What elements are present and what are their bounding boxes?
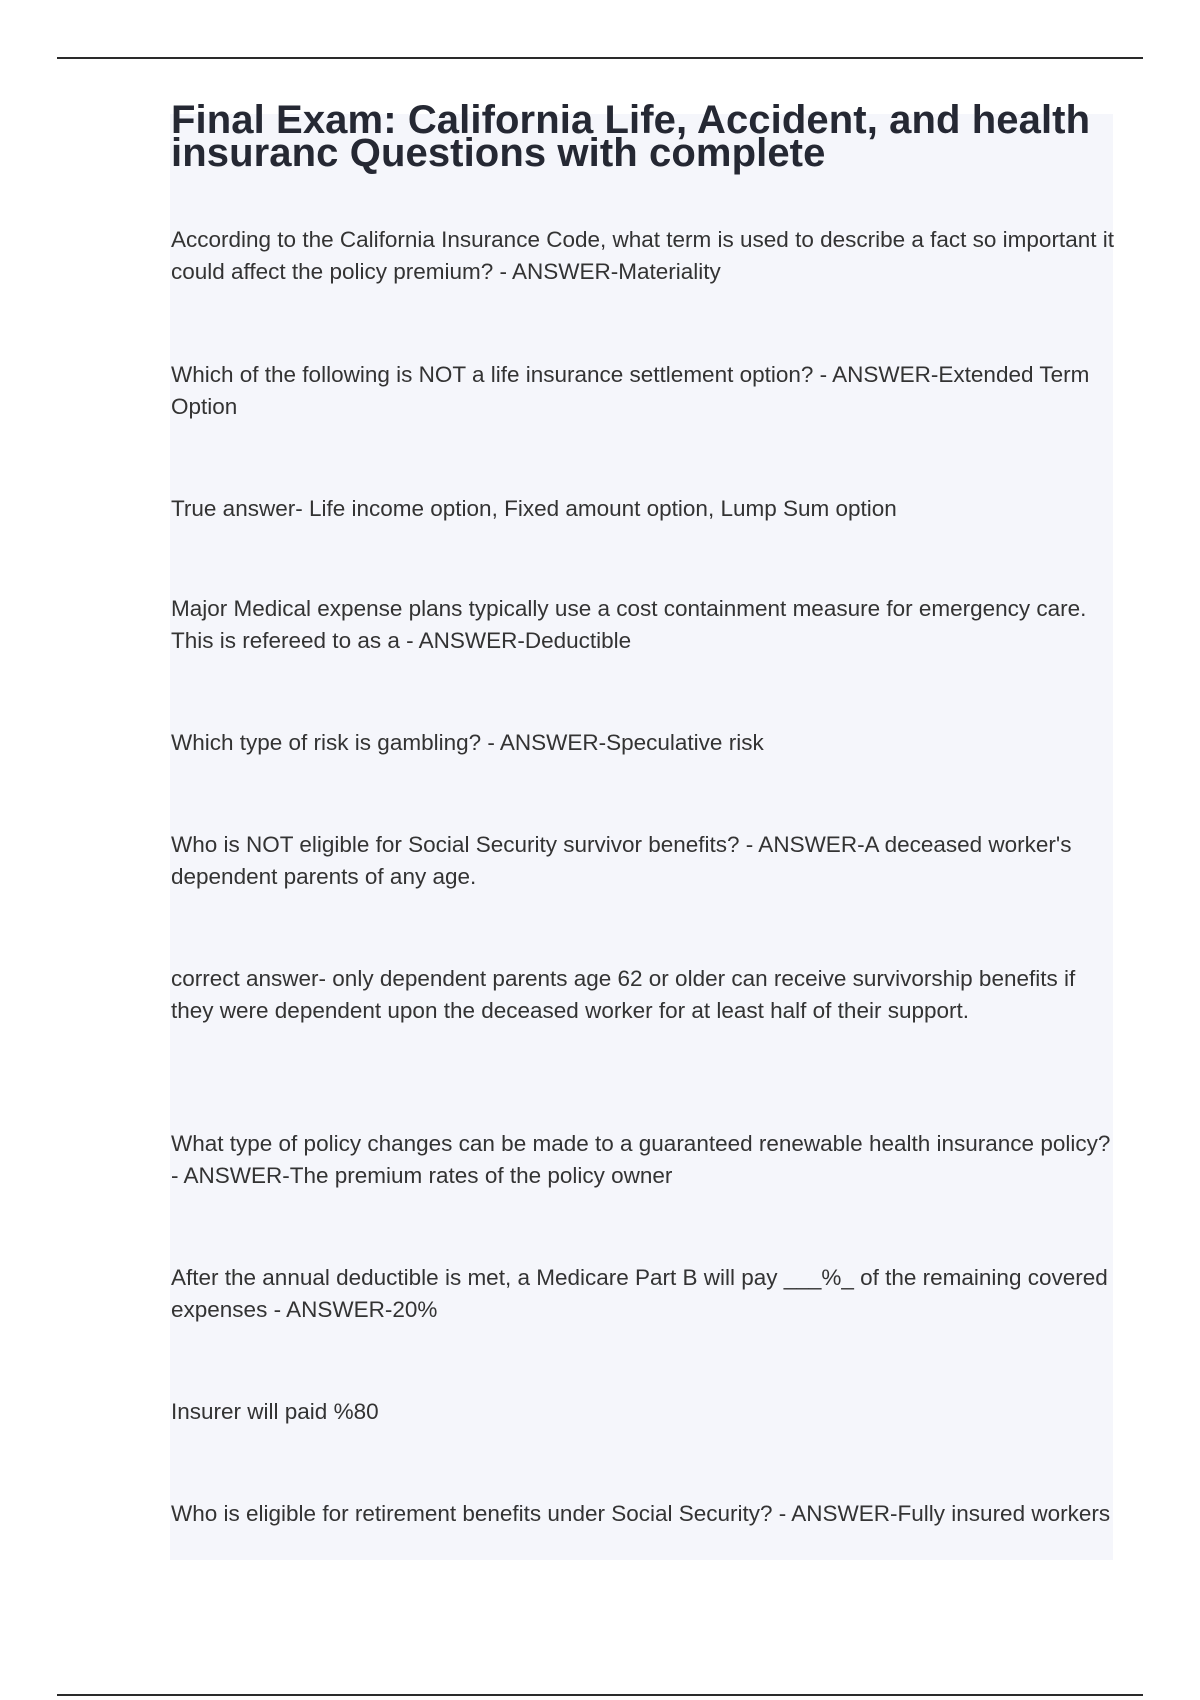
qa-entry-2: Which of the following is NOT a life insurance settlement option? - ANSWER-Extended Term Option xyxy=(171,362,1090,419)
qa-entry-5: Which type of risk is gambling? - ANSWER-Speculative risk xyxy=(171,730,764,755)
qa-entry-4: Major Medical expense plans typically use a cost containment measure for emergency care. This is refereed to as a - ANSWER-Deductible xyxy=(171,596,1087,653)
qa-entry-10: Insurer will paid %80 xyxy=(171,1399,379,1424)
qa-entry-7: correct answer- only dependent parents age 62 or older can receive survivorship benefits if they were dependent upon the deceased worker for at least half of their support. xyxy=(171,966,1076,1023)
document-title: Final Exam: California Life, Accident, and health insuranc Questions with complete xyxy=(171,98,1091,175)
top-rule xyxy=(57,57,1143,59)
qa-entry-9: After the annual deductible is met, a Medicare Part B will pay ___%_ of the remaining covered expenses - ANSWER-20% xyxy=(171,1265,1108,1322)
bottom-rule xyxy=(57,1694,1143,1696)
qa-entry-3: True answer- Life income option, Fixed amount option, Lump Sum option xyxy=(171,496,897,521)
qa-entry-1: According to the California Insurance Code, what term is used to describe a fact so important it could affect the policy premium? - ANSWER-Materiality xyxy=(171,227,1114,284)
qa-entry-6: Who is NOT eligible for Social Security survivor benefits? - ANSWER-A deceased worker's dependent parents of any age. xyxy=(171,832,1072,889)
qa-entry-11: Who is eligible for retirement benefits under Social Security? - ANSWER-Fully insured workers xyxy=(171,1501,1111,1526)
qa-entry-8: What type of policy changes can be made to a guaranteed renewable health insurance policy? - ANSWER-The premium rates of the policy owner xyxy=(171,1131,1111,1188)
